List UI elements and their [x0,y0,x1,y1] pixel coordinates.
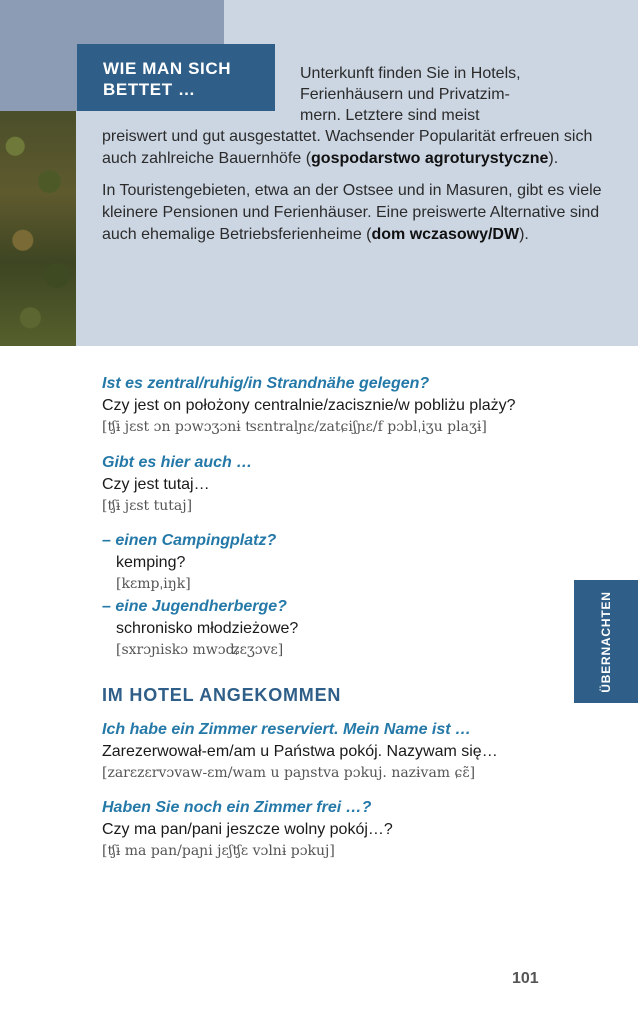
polish-translation: Czy jest tutaj… [102,476,210,493]
pronunciation: [zarɛzɛrvɔvaw-ɛm/wam u paɲstva pɔkuj. nazɨvam ɕɛ̃] [102,765,476,781]
german-phrase: – eine Jugendherberge? [102,598,287,615]
intro-paragraph-2 [102,180,622,246]
page-number: 101 [512,970,539,987]
phrase-entry [102,452,572,516]
german-phrase: Gibt es hier auch … [102,454,253,471]
intro-line-3: mern. Letztere sind meist [300,107,480,124]
hotel-photo [0,111,76,346]
phrase-entry [102,373,572,437]
polish-translation: Czy ma pan/pani jeszcze wolny pokój…? [102,821,393,838]
phrase-entry [102,530,572,594]
polish-translation: Czy jest on położony centralnie/zacisznie/w pobliżu plaży? [102,397,516,414]
section-title: IM HOTEL ANGEKOMMEN [102,685,342,705]
phrase-entry [102,719,572,783]
intro-paragraph-1 [102,126,622,170]
intro-line-2: Ferienhäusern und Privatzim- [300,86,510,103]
pronunciation: [sxrɔɲiskɔ mwɔʥɛʒɔvɛ] [116,642,284,658]
heading-line-1: WIE MAN SICH [103,59,232,78]
polish-translation: Zarezerwował-em/am u Państwa pokój. Nazywam się… [102,743,498,760]
heading-line-2: BETTET … [103,80,196,99]
german-phrase: – einen Campingplatz? [102,532,277,549]
intro-line-1: Unterkunft finden Sie in Hotels, [300,65,521,82]
pronunciation: [kɛmpˌiŋk] [116,576,191,592]
para2-text: In Touristengebieten, etwa an der Ostsee und in Masuren, gibt es viele kleinere Pensionen und Ferienhäuser. Eine preiswerte Alternative sind auch ehemalige Betriebsferienheime ( [102,182,602,243]
polish-translation: schronisko młodzieżowe? [116,620,299,637]
polish-translation: kemping? [116,554,186,571]
para1-bold-term: gospodarstwo agroturystyczne [311,150,549,167]
pronunciation: [ʧɨ jɛst tutaj] [102,498,193,514]
intro-paragraphs [102,126,622,256]
german-phrase: Haben Sie noch ein Zimmer frei …? [102,799,372,816]
chapter-tab [574,580,638,703]
intro-first-lines [300,63,620,126]
phrase-entry [102,596,572,660]
phrase-entry [102,797,572,861]
pronunciation: [ʧɨ ma pan/paɲi jɛʃʧɛ vɔlnɨ pɔkuj] [102,843,335,859]
pronunciation: [ʧɨ jɛst ɔn pɔwɔʒɔnɨ ʦɛntralɲɛ/zatɕiʃɲɛ/f pɔblˌiʒu plaʒɨ] [102,419,487,435]
german-phrase: Ich habe ein Zimmer reserviert. Mein Name ist … [102,721,472,738]
para2-bold-term: dom wczasowy/DW [371,226,520,243]
para1-text: preiswert und gut ausgestattet. Wachsender Popularität erfreuen sich auch zahlreiche Bauernhöfe ( [102,128,593,167]
para2-end: ). [519,226,529,243]
german-phrase: Ist es zentral/ruhig/in Strandnähe gelegen? [102,375,430,392]
para1-end: ). [548,150,559,167]
chapter-tab-label: ÜBERNACHTEN [599,590,613,693]
info-box-heading [77,44,275,111]
